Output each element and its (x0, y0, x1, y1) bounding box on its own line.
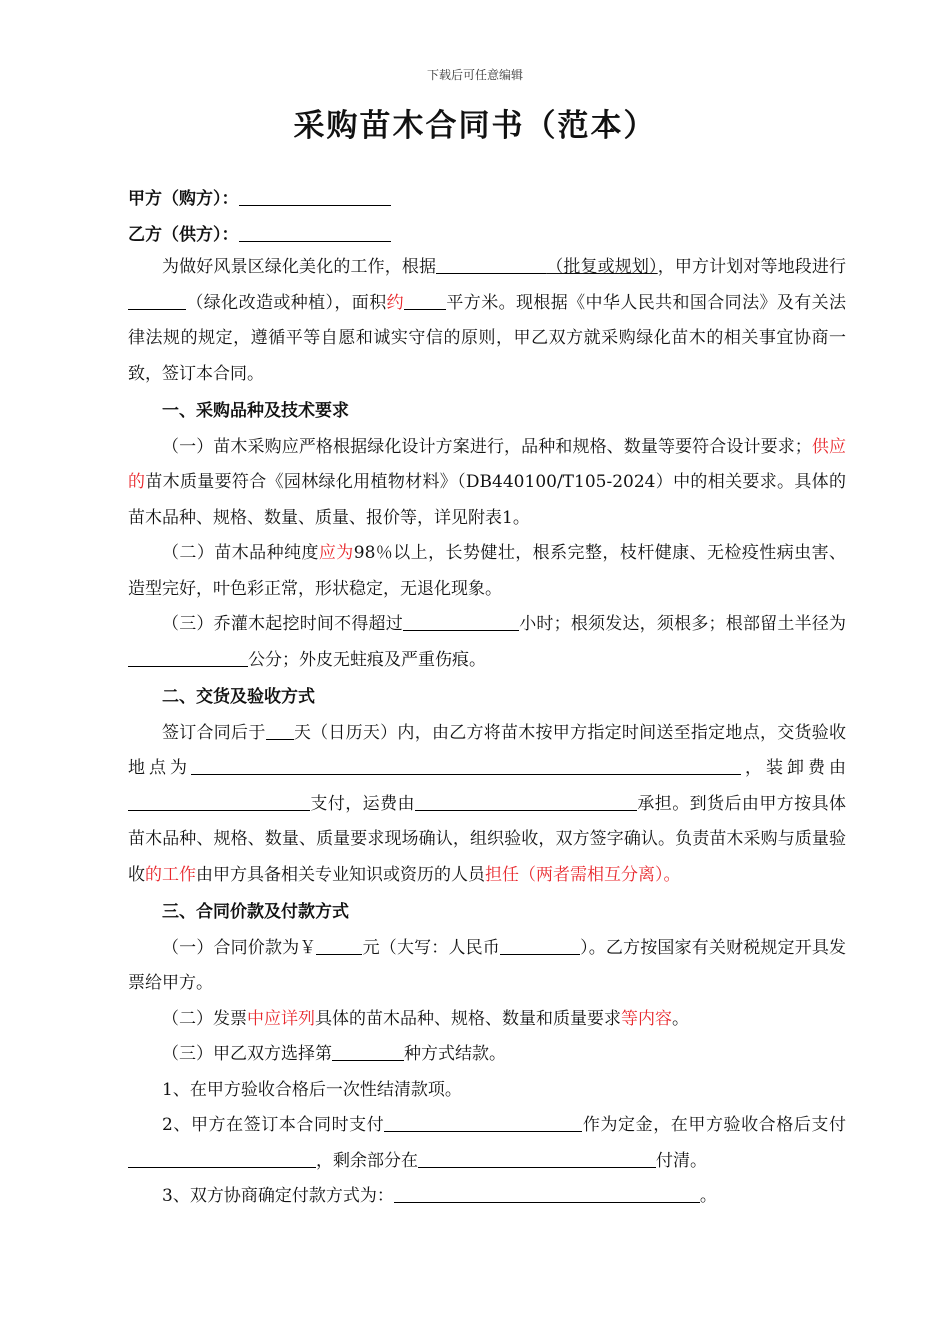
sec3-p2-text-a: （二）发票 (162, 1008, 247, 1029)
section-3-paragraph-1 (128, 931, 846, 1002)
freight-payer-blank[interactable] (415, 793, 637, 811)
party-b-line (128, 220, 391, 245)
intro-paragraph (128, 250, 846, 392)
intro-text-4: （绿化改造或种植），面积 (186, 292, 387, 313)
section-2-paragraph (128, 716, 846, 894)
opt3-text-a: 3、双方协商确定付款方式为： (162, 1186, 394, 1206)
opt3-text-b: 。 (699, 1186, 717, 1206)
area-blank[interactable] (404, 292, 446, 310)
sec2-red-2: 担任（两者需相互分离）。 (485, 864, 681, 885)
negotiated-method-blank[interactable] (394, 1185, 700, 1203)
section-1-heading: 一、采购品种及技术要求 (162, 401, 349, 421)
sec3-p1-text-a: （一）合同价款为￥ (162, 937, 317, 958)
sec1-p2-red: 应为 (318, 543, 354, 563)
sec3-p2-text-b: 具体的苗木品种、规格、数量和质量要求 (315, 1008, 621, 1029)
intro-basis-note: （批复或规划） (546, 257, 658, 277)
work-type-blank[interactable] (128, 292, 186, 310)
delivery-days-blank[interactable] (266, 722, 294, 740)
opt2-text-d: 付清。 (656, 1150, 707, 1171)
party-b-blank[interactable] (239, 224, 391, 242)
sec1-p2-text-a: （二）苗木品种纯度 (162, 543, 319, 563)
payment-option-2 (128, 1108, 846, 1179)
intro-text-6: 平方米。现根据《中华人民共和国合同法》及有关法律法规的规定，遵循平等自愿和诚实守信的原则，甲乙双方就采购绿化苗木的相关事宜协商一致，签订本合同。 (128, 292, 847, 384)
sec3-p3-text-b: 种方式结款。 (404, 1044, 506, 1064)
document-title: 采购苗木合同书（范本） (293, 108, 657, 144)
sec3-p2-red-2: 等内容 (621, 1008, 672, 1029)
party-a-blank[interactable] (239, 188, 391, 206)
basis-blank[interactable] (436, 256, 546, 274)
price-amount-blank[interactable] (316, 937, 362, 955)
sec1-p1-text-a: （一）苗木采购应严格根据绿化设计方案进行，品种和规格、数量等要符合设计要求； (162, 436, 812, 457)
loading-fee-payer-blank[interactable] (128, 793, 310, 811)
soil-radius-blank[interactable] (128, 649, 248, 667)
section-1-paragraph-3 (128, 607, 846, 678)
opt2-text-b: 作为定金，在甲方验收合格后支付 (582, 1115, 846, 1135)
dig-hours-blank[interactable] (403, 613, 519, 631)
sec1-p3-text-b: 小时；根须发达，须根多；根部留土半径为 (518, 614, 847, 634)
header-note: 下载后可任意编辑 (426, 68, 523, 82)
section-1-paragraph-1 (128, 430, 846, 537)
section-3-heading: 三、合同价款及付款方式 (162, 902, 349, 922)
section-2-heading: 二、交货及验收方式 (162, 687, 315, 707)
party-a-label: 甲方（购方）： (128, 189, 239, 209)
sec3-p3-text-a: （三）甲乙双方选择第 (162, 1044, 332, 1064)
deposit-blank[interactable] (384, 1114, 582, 1132)
payment-option-1: 1、在甲方验收合格后一次性结清款项。 (162, 1079, 462, 1100)
party-b-label: 乙方（供方）： (128, 225, 239, 245)
intro-text-1: 为做好风景区绿化美化的工作，根据 (162, 257, 437, 277)
sec3-p2-red-1: 中应详列 (247, 1008, 315, 1029)
sec2-text-e: 承担。到货后由甲方按具体苗木品种、规格、数量、质量要求现场确认，组织验收，双方签字确认。负责苗木采购与质量验收 (128, 793, 847, 885)
sec3-p2-text-c: 。 (672, 1008, 689, 1029)
remaining-deadline-blank[interactable] (418, 1150, 656, 1168)
sec1-p3-text-a: （三）乔灌木起挖时间不得超过 (162, 614, 403, 634)
sec2-text-c: ，装卸费由 (741, 758, 846, 778)
party-a-line (128, 184, 391, 209)
sec2-text-b: 天（日历天）内，由乙方将苗木按甲方指定时间送至指定地点，交货验收地点为 (128, 722, 847, 778)
opt2-text-a: 2、甲方在签订本合同时支付 (162, 1115, 385, 1135)
sec3-p1-text-b: 元（大写：人民币 (362, 937, 500, 958)
payment-option-3 (128, 1179, 846, 1215)
contract-body (128, 250, 846, 1215)
sec1-p1-text-b: 苗木质量要符合《园林绿化用植物材料》（DB440100/T105-2024）中的相关要求。具体的苗木品种、规格、数量、质量、报价等，详见附表1。 (128, 472, 846, 528)
section-3-paragraph-2 (128, 1002, 846, 1038)
intro-red-text: 约 (386, 292, 405, 313)
after-acceptance-blank[interactable] (128, 1150, 316, 1168)
sec1-p3-text-c: 公分；外皮无蛀痕及严重伤痕。 (248, 649, 486, 670)
sec2-text-f: 由甲方具备相关专业知识或资历的人员 (196, 864, 485, 885)
section-3-paragraph-3 (128, 1037, 846, 1073)
section-1-paragraph-2 (128, 536, 846, 607)
sec2-text-a: 签订合同后于 (162, 722, 266, 743)
sec2-text-d: 支付，运费由 (310, 793, 415, 814)
intro-text-3: ，甲方计划对等地段进行 (657, 257, 847, 277)
opt2-text-c: ，剩余部分在 (316, 1150, 418, 1171)
delivery-location-blank[interactable] (191, 757, 741, 775)
sec1-p1-red: 供应的 (128, 436, 847, 492)
price-uppercase-blank[interactable] (500, 937, 580, 955)
sec1-p2-text-b: 98％以上，长势健壮，根系完整，枝杆健康、无检疫性病虫害、造型完好，叶色彩正常，形状稳定，无退化现象。 (128, 543, 847, 599)
sec2-red-1: 的工作 (145, 864, 196, 885)
sec3-p1-text-c: ）。乙方按国家有关财税规定开具发票给甲方。 (128, 937, 847, 993)
payment-method-blank[interactable] (332, 1043, 404, 1061)
